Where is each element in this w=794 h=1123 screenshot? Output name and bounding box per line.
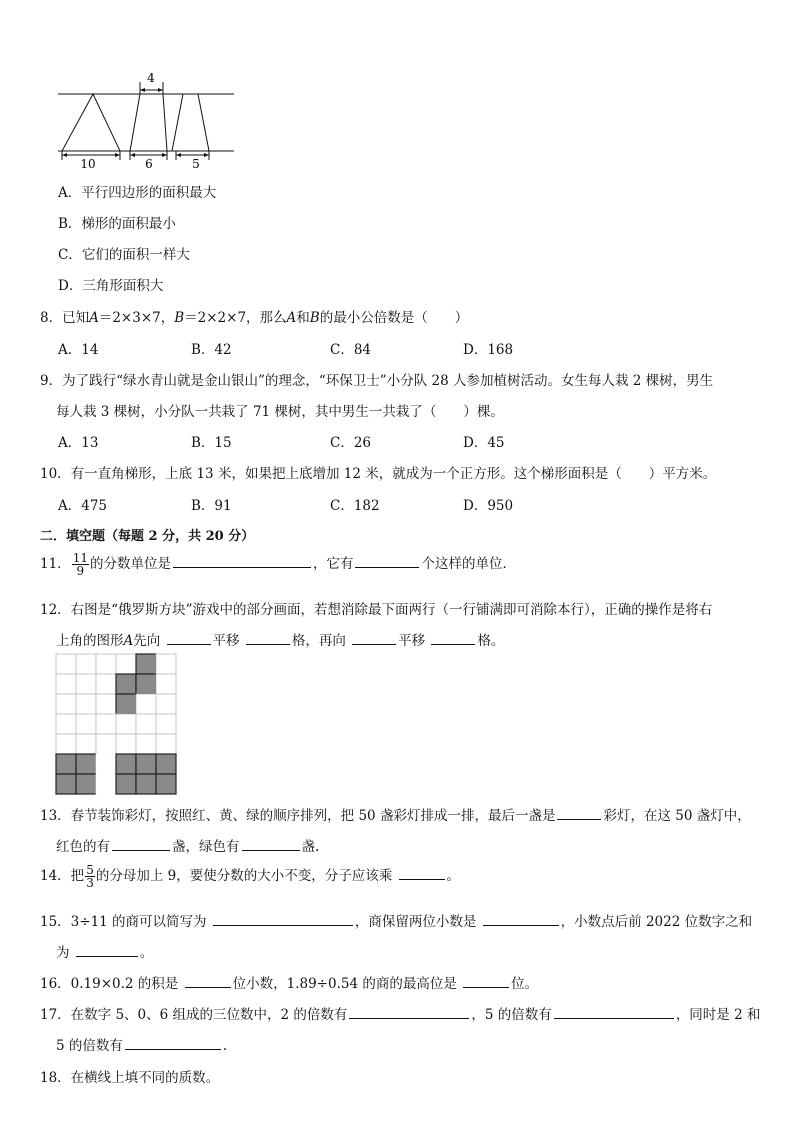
blank-field[interactable] xyxy=(242,837,300,851)
grid-cell xyxy=(96,694,116,714)
filled-cell xyxy=(76,774,96,794)
grid-cell xyxy=(56,674,76,694)
blank-field[interactable] xyxy=(431,631,475,645)
grid-cell xyxy=(96,674,116,694)
grid-cell xyxy=(116,714,136,734)
blank-field[interactable] xyxy=(112,837,170,851)
question-9-line2: 每人栽 3 棵树，小分队一共栽了 71 棵树，其中男生一共栽了（ ）棵。 xyxy=(56,404,504,420)
filled-cell xyxy=(116,694,136,714)
q7-option-c: C．它们的面积一样大 xyxy=(58,247,190,263)
filled-cell xyxy=(136,774,156,794)
blank-field[interactable] xyxy=(554,1005,674,1019)
blank-field[interactable] xyxy=(246,631,290,645)
filled-cell xyxy=(136,754,156,774)
blank-field[interactable] xyxy=(483,912,559,926)
question-10: 10．有一直角梯形，上底 13 米，如果把上底增加 12 米，就成为一个正方形。这个梯形面积是（ ）平方米。 xyxy=(40,466,717,482)
question-17-line1: 17．在数字 5、0、6 组成的三位数中，2 的倍数有 ，5 的倍数有 ，同时是 2 和 xyxy=(40,1007,761,1023)
question-17-line2: 5 的倍数有 . xyxy=(56,1038,228,1054)
shapes-figure xyxy=(50,68,240,173)
grid-cell xyxy=(116,654,136,674)
question-13-line1: 13．春节装饰彩灯，按照红、黄、绿的顺序排列，把 50 盏彩灯排成一排，最后一盏是 彩灯，在这 50 盏灯中， xyxy=(40,808,751,824)
grid-cell xyxy=(136,694,156,714)
filled-cell xyxy=(56,774,76,794)
filled-cell xyxy=(56,754,76,774)
label-trapezoid: 6 xyxy=(145,157,153,171)
question-15-line2: 为 。 xyxy=(56,945,154,961)
triangle-shape xyxy=(62,94,120,151)
grid-cell xyxy=(76,714,96,734)
grid-cell xyxy=(96,734,116,754)
q8-option-b: B．42 xyxy=(191,342,232,358)
blank-field[interactable] xyxy=(349,1005,469,1019)
grid-cell xyxy=(76,674,96,694)
filled-cell xyxy=(116,774,136,794)
q10-option-c: C．182 xyxy=(330,498,380,514)
grid-cell xyxy=(136,734,156,754)
fraction-11-9: $\frac{11}{9}$ xyxy=(72,551,88,578)
grid-cell xyxy=(96,654,116,674)
blank-field[interactable] xyxy=(557,806,601,820)
grid-cell xyxy=(56,654,76,674)
parallelogram-shape xyxy=(172,94,209,151)
grid-cell xyxy=(156,734,176,754)
q8-option-d: D．168 xyxy=(463,342,514,358)
question-13-line2: 红色的有 盏，绿色有 盏. xyxy=(56,839,320,855)
question-12-line1: 12．右图是“俄罗斯方块”游戏中的部分画面，若想消除最下面两行（一行铺满即可消除本行），正确的操作是将右 xyxy=(40,602,713,618)
grid-cell xyxy=(156,654,176,674)
grid-cell xyxy=(136,714,156,734)
filled-cell xyxy=(76,754,96,774)
q10-option-a: A．475 xyxy=(58,498,108,514)
grid-cell xyxy=(156,714,176,734)
blank-field[interactable] xyxy=(173,554,311,568)
blank-field[interactable] xyxy=(399,866,445,880)
q7-option-d: D．三角形面积大 xyxy=(58,278,164,294)
question-14: 14．把 $\frac{5}{3}$ 的分母加上 9，要使分数的大小不变，分子应该乘 。 xyxy=(40,863,461,890)
blank-field[interactable] xyxy=(76,943,138,957)
grid-cell xyxy=(76,654,96,674)
grid-cell xyxy=(76,734,96,754)
filled-cell xyxy=(156,774,176,794)
q9-option-a: A．13 xyxy=(58,435,99,451)
grid-cell xyxy=(56,734,76,754)
grid-cell xyxy=(76,694,96,714)
filled-cell xyxy=(116,674,136,694)
blank-field[interactable] xyxy=(167,631,211,645)
filled-cell xyxy=(136,674,156,694)
question-15-line1: 15．3÷11 的商可以简写为 ，商保留两位小数是 ，小数点后前 2022 位数字之和 xyxy=(40,914,753,930)
question-9-line1: 9．为了践行“绿水青山就是金山银山”的理念，“环保卫士”小分队 28 人参加植树活动。女生每人栽 2 棵树，男生 xyxy=(40,373,714,389)
filled-cell xyxy=(136,654,156,674)
blank-field[interactable] xyxy=(355,554,419,568)
question-12-line2: 上角的图形A先向 平移 格，再向 平移 格。 xyxy=(56,633,505,649)
q9-option-d: D．45 xyxy=(463,435,505,451)
filled-cell xyxy=(156,754,176,774)
q8-option-a: A．14 xyxy=(58,342,99,358)
tetris-grid xyxy=(55,653,181,795)
grid-cell xyxy=(116,734,136,754)
label-triangle: 10 xyxy=(80,157,96,171)
label-parallelogram: 5 xyxy=(192,157,200,171)
grid-cell xyxy=(96,754,116,774)
q7-option-a: A．平行四边形的面积最大 xyxy=(58,185,217,201)
question-18: 18．在横线上填不同的质数。 xyxy=(40,1070,220,1086)
q10-option-d: D．950 xyxy=(463,498,514,514)
label-top: 4 xyxy=(147,71,155,85)
filled-cell xyxy=(116,754,136,774)
blank-field[interactable] xyxy=(125,1036,221,1050)
blank-field[interactable] xyxy=(213,912,353,926)
question-16: 16．0.19×0.2 的积是 位小数，1.89÷0.54 的商的最高位是 位。 xyxy=(40,976,539,992)
trapezoid-shape xyxy=(130,94,167,151)
blank-field[interactable] xyxy=(463,974,509,988)
grid-cell xyxy=(156,674,176,694)
q7-option-b: B．梯形的面积最小 xyxy=(58,216,176,232)
fraction-5-3: $\frac{5}{3}$ xyxy=(86,863,94,890)
q9-option-c: C．26 xyxy=(330,435,372,451)
blank-field[interactable] xyxy=(185,974,231,988)
grid-cell xyxy=(56,714,76,734)
q8-option-c: C．84 xyxy=(330,342,372,358)
q9-option-b: B．15 xyxy=(191,435,232,451)
grid-cell xyxy=(96,774,116,794)
blank-field[interactable] xyxy=(352,631,396,645)
question-11: 11． $\frac{11}{9}$ 的分数单位是 ，它有 个这样的单位． xyxy=(40,551,516,578)
question-8: 8．已知A＝2×3×7，B＝2×2×7，那么A和B的最小公倍数是（ ） xyxy=(40,310,469,326)
q10-option-b: B．91 xyxy=(191,498,232,514)
grid-cell xyxy=(56,694,76,714)
grid-cell xyxy=(156,694,176,714)
section-heading: 二．填空题（每题 2 分，共 20 分） xyxy=(40,529,255,544)
grid-cell xyxy=(96,714,116,734)
